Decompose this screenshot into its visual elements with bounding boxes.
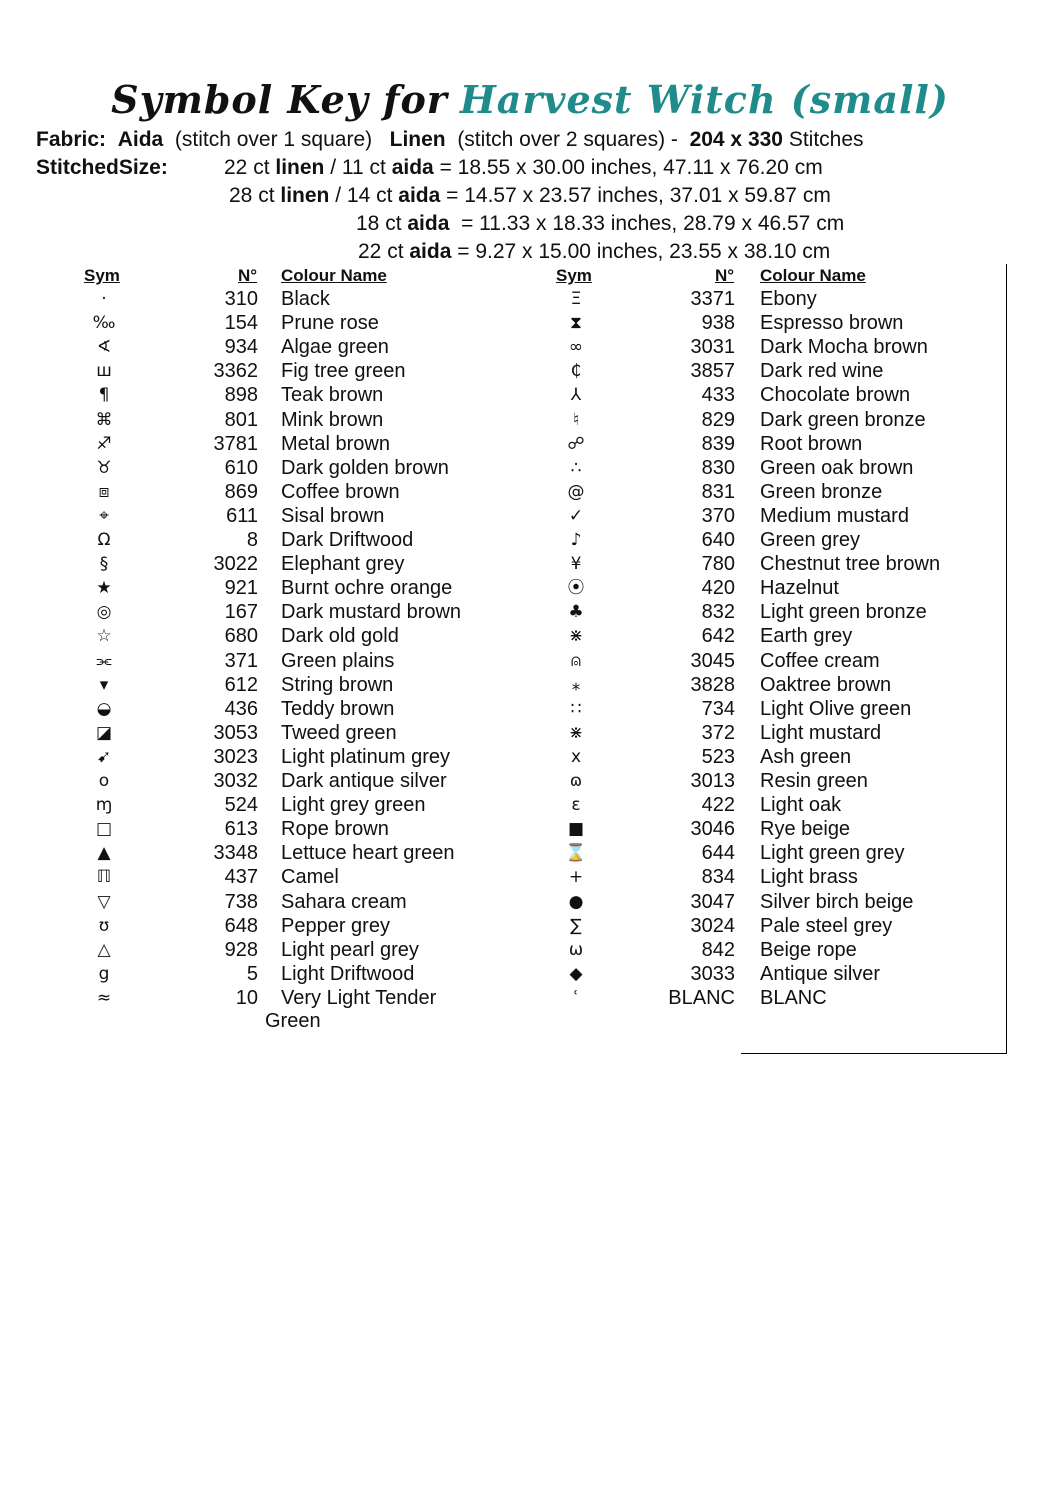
colour-name: Silver birch beige [760, 890, 914, 913]
thread-number: 3348 [213, 842, 258, 865]
symbol-glyph: ● [568, 891, 584, 912]
colour-name: Rye beige [760, 818, 851, 841]
colour-name: Pale steel grey [760, 914, 893, 937]
thread-number: 680 [224, 625, 258, 648]
colour-name: Dark old gold [281, 625, 399, 648]
colour-name: Light green bronze [760, 601, 927, 624]
colour-name: Mink brown [281, 408, 384, 431]
symbol-glyph: ★ [96, 578, 112, 599]
stitched-size-line-2: 28 ct linen / 14 ct aida = 14.57 x 23.57 inches, 37.01 x 59.87 cm [229, 184, 831, 207]
thread-number: 3032 [213, 770, 258, 792]
symbol-glyph: ■ [567, 819, 585, 840]
thread-number: 830 [701, 456, 735, 479]
symbol-glyph: o [98, 771, 110, 791]
symbol-glyph: ⫘ [96, 650, 112, 671]
title-prefix: Symbol Key for [111, 77, 448, 122]
symbol-glyph: ⌛ [565, 843, 587, 864]
thread-number: 10 [235, 986, 258, 1009]
colour-name: Sisal brown [281, 504, 385, 527]
thread-number: 8 [246, 529, 258, 551]
symbol-glyph: □ [95, 819, 113, 840]
symbol-glyph: ≈ [96, 987, 112, 1008]
symbol-glyph: ⧗ [570, 313, 582, 334]
thread-number: 831 [701, 480, 735, 503]
fabric-label: Fabric: [36, 128, 107, 151]
thread-number: 869 [224, 480, 258, 503]
stitched-size-line-4: 22 ct aida = 9.27 x 15.00 inches, 23.55 x 38.10 cm [358, 240, 831, 263]
symbol-glyph: ◎ [96, 602, 112, 623]
thread-number: 524 [224, 794, 258, 817]
thread-number: 5 [246, 962, 258, 985]
colour-name: Elephant grey [281, 553, 405, 576]
thread-number: 829 [701, 408, 735, 431]
stitched-size-line-1: 22 ct linen / 11 ct aida = 18.55 x 30.00 inches, 47.11 x 76.20 cm [224, 156, 823, 179]
colour-name: Ebony [760, 288, 817, 310]
symbol-glyph: ◪ [95, 722, 113, 743]
colour-name: Light green grey [760, 842, 905, 865]
colour-name: Oaktree brown [760, 673, 892, 696]
thread-number: 3781 [213, 432, 258, 455]
symbol-glyph: ♪ [570, 530, 582, 550]
symbol-glyph: ☍ [567, 433, 585, 454]
symbol-glyph: @ [567, 481, 585, 502]
symbol-glyph: ⌖ [99, 505, 109, 526]
colour-name: Green plains [281, 649, 395, 672]
colour-name: Lettuce heart green [281, 842, 455, 865]
thread-number: 834 [701, 866, 735, 889]
colour-name: Beige rope [760, 938, 857, 961]
symbol-glyph: ʊ [98, 915, 110, 936]
thread-number: 611 [226, 504, 258, 527]
thread-number: 3024 [690, 914, 735, 937]
thread-number: 3047 [690, 890, 735, 913]
colour-name: Dark antique silver [281, 770, 447, 792]
thread-number: 610 [224, 456, 258, 479]
thread-number: 437 [224, 866, 258, 889]
fabric-linen: Linen [389, 128, 446, 151]
symbol-glyph: ▽ [97, 891, 111, 912]
symbol-glyph: ☆ [96, 626, 112, 647]
symbol-glyph: ◆ [569, 963, 583, 984]
thread-number: 648 [224, 914, 258, 937]
thread-number: 640 [701, 529, 735, 551]
thread-number: 921 [224, 577, 258, 600]
thread-number: 3857 [690, 360, 735, 383]
colour-name: Very Light Tender [281, 986, 437, 1009]
symbol-glyph: ¶ [98, 385, 110, 406]
colour-name: Sahara cream [281, 890, 407, 913]
thread-number: 612 [224, 673, 258, 696]
thread-number: 370 [701, 504, 735, 527]
thread-number: 420 [701, 577, 735, 600]
symbol-glyph: ✓ [568, 505, 584, 526]
colour-name: Tweed green [281, 721, 397, 744]
symbol-glyph: g [98, 963, 110, 984]
colour-name: Light Driftwood [281, 962, 415, 985]
thread-number: 371 [224, 649, 258, 672]
symbol-glyph: ∞ [568, 337, 584, 358]
thread-number: 310 [224, 288, 258, 310]
symbol-glyph: ‰ [92, 313, 116, 334]
thread-number: 154 [224, 312, 258, 335]
colour-name: Light oak [760, 794, 842, 817]
colour-name: Light platinum grey [281, 745, 450, 768]
vertical-rule [1006, 264, 1007, 1054]
colour-name: Algae green [281, 336, 389, 359]
thread-number: 642 [701, 625, 735, 648]
symbol-glyph: ⍝ [570, 650, 582, 671]
colour-name: Coffee cream [760, 649, 880, 672]
colour-name: String brown [281, 673, 394, 696]
thread-number: 433 [701, 384, 735, 407]
fabric-aida-note: (stitch over 1 square) [174, 128, 373, 151]
symbol-glyph: ♮ [572, 409, 580, 430]
colour-name: Prune rose [281, 312, 379, 335]
symbol-glyph: ⋇ [568, 626, 584, 647]
thread-number: 801 [224, 408, 258, 431]
symbol-glyph: ω [568, 939, 584, 960]
colour-name: Green grey [760, 529, 861, 551]
colour-name: Earth grey [760, 625, 853, 648]
stitch-word: Stitches [788, 128, 864, 151]
thread-number: 3828 [690, 673, 735, 696]
fabric-aida: Aida [117, 128, 164, 151]
colour-name: Rope brown [281, 818, 389, 841]
thread-number: 3033 [690, 962, 735, 985]
thread-number: 523 [701, 745, 735, 768]
thread-number: 3046 [690, 818, 735, 841]
symbol-glyph: · [101, 289, 107, 309]
thread-number: BLANC [668, 986, 735, 1009]
colour-name: Light Olive green [760, 697, 912, 720]
thread-number: 3013 [690, 770, 735, 792]
header-sym-left: Sym [84, 266, 120, 285]
symbol-glyph: ɷ [569, 771, 583, 791]
colour-name: Dark golden brown [281, 456, 449, 479]
symbol-glyph: ɱ [95, 795, 113, 816]
colour-name: Ash green [760, 745, 852, 768]
colour-name: Chestnut tree brown [760, 553, 941, 576]
colour-name: Green oak brown [760, 456, 914, 479]
colour-name: Dark Driftwood [281, 529, 414, 551]
symbol-glyph: ▲ [97, 843, 111, 864]
thread-number: 372 [701, 721, 735, 744]
colour-name: Medium mustard [760, 504, 909, 527]
symbol-glyph: ш [96, 361, 112, 382]
header-num-right: N° [715, 266, 735, 285]
symbol-glyph: x [570, 746, 582, 767]
thread-number: 3053 [213, 721, 258, 744]
symbol-glyph: ◒ [96, 698, 112, 719]
colour-name: Burnt ochre orange [281, 577, 453, 600]
thread-number: 422 [701, 794, 735, 817]
thread-number: 167 [224, 601, 258, 624]
colour-name: Antique silver [760, 962, 881, 985]
symbol-glyph: ⌘ [95, 409, 113, 430]
colour-name: Teak brown [281, 384, 384, 407]
pattern-name: Harvest Witch (small) [459, 77, 949, 122]
thread-number: 3023 [213, 745, 258, 768]
symbol-glyph: + [568, 867, 584, 888]
symbol-glyph: Ξ [570, 289, 582, 309]
symbol-glyph: ⦿ [567, 578, 585, 599]
thread-number: 644 [701, 842, 735, 865]
header-sym-right: Sym [556, 266, 592, 285]
colour-name: Dark red wine [760, 360, 884, 383]
symbol-glyph: ➹ [96, 746, 112, 767]
thread-number: 898 [224, 384, 258, 407]
fabric-line [36, 127, 864, 153]
colour-name: Light mustard [760, 721, 882, 744]
symbol-glyph: ⅄ [570, 385, 582, 406]
symbol-glyph: ▾ [99, 674, 109, 695]
thread-number: 436 [224, 697, 258, 720]
symbol-glyph: ⋇ [568, 722, 584, 743]
symbol-glyph: ℿ [96, 867, 112, 888]
symbol-glyph: ♉ [96, 457, 112, 478]
colour-name: Resin green [760, 770, 868, 792]
stitched-size-line-3: 18 ct aida = 11.33 x 18.33 inches, 28.79 x 46.57 cm [356, 212, 845, 235]
colour-name: Chocolate brown [760, 384, 911, 407]
thread-number: 3031 [690, 336, 735, 359]
colour-name: Black [281, 288, 330, 310]
thread-number: 3362 [213, 360, 258, 383]
colour-name: Dark green bronze [760, 408, 926, 431]
symbol-glyph: § [99, 554, 109, 575]
symbol-glyph: ♐ [96, 433, 112, 454]
left-wrap-text: Green [265, 1010, 321, 1032]
symbol-glyph: ₵ [570, 361, 582, 382]
thread-number: 3022 [213, 553, 258, 576]
thread-number: 832 [701, 601, 735, 624]
thread-number: 842 [701, 938, 735, 961]
colour-name: BLANC [760, 986, 827, 1009]
thread-number: 934 [224, 336, 258, 359]
thread-number: 734 [701, 697, 735, 720]
colour-name: Metal brown [281, 432, 390, 455]
symbol-glyph: ⧈ [98, 481, 110, 502]
thread-number: 3371 [690, 288, 735, 310]
thread-number: 938 [701, 312, 735, 335]
colour-name: Teddy brown [281, 697, 395, 720]
thread-number: 839 [701, 432, 735, 455]
colour-name: Espresso brown [760, 312, 904, 335]
symbol-glyph: ∑ [570, 915, 582, 936]
colour-name: Dark mustard brown [281, 601, 462, 624]
thread-number: 738 [224, 890, 258, 913]
colour-name: Coffee brown [281, 480, 400, 503]
symbol-glyph: △ [97, 939, 111, 960]
colour-name: Light grey green [281, 794, 426, 817]
thread-number: 780 [701, 553, 735, 576]
colour-name: Pepper grey [281, 914, 390, 937]
symbol-glyph: ¥ [570, 554, 582, 575]
header-name-right: Colour Name [760, 266, 866, 285]
stitch-count: 204 x 330 [689, 128, 783, 151]
symbol-glyph: ∷ [570, 698, 582, 719]
header-num-left: N° [238, 266, 258, 285]
colour-name: Light brass [760, 866, 858, 889]
thread-number: 3045 [690, 649, 735, 672]
symbol-glyph: Ω [97, 530, 111, 550]
symbol-glyph: ⁎ [571, 674, 581, 695]
thread-number: 928 [224, 938, 258, 961]
colour-name: Hazelnut [760, 577, 839, 600]
symbol-glyph: ∴ [570, 457, 582, 478]
colour-name: Root brown [760, 432, 863, 455]
symbol-glyph: ε [571, 795, 581, 816]
symbol-glyph: ∢ [96, 337, 112, 358]
fabric-linen-note: (stitch over 2 squares) - [457, 128, 678, 151]
horizontal-rule [741, 1053, 1007, 1054]
symbol-glyph: ♣ [568, 602, 584, 623]
stitched-size-label: StitchedSize: [36, 156, 168, 179]
page-title [0, 78, 1060, 122]
colour-name: Fig tree green [281, 360, 406, 383]
header-name-left: Colour Name [281, 266, 387, 285]
colour-name: Green bronze [760, 480, 883, 503]
colour-name: Camel [281, 866, 339, 889]
colour-name: Light pearl grey [281, 938, 419, 961]
colour-name: Dark Mocha brown [760, 336, 928, 359]
thread-number: 613 [224, 818, 258, 841]
symbol-glyph: ʿ [573, 987, 579, 1008]
